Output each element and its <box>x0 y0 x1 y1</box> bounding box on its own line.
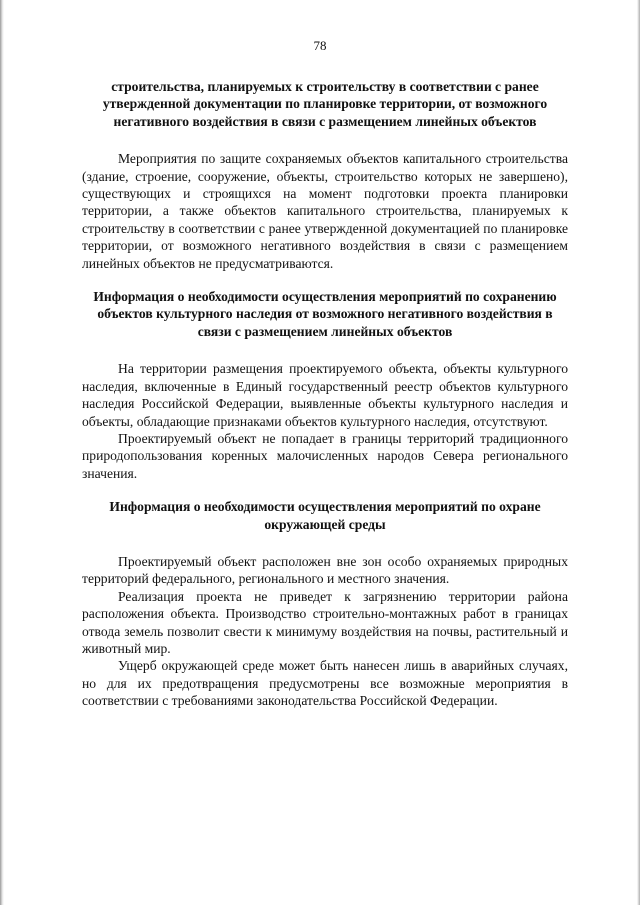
scan-edge-left <box>0 0 4 905</box>
document-body <box>82 78 568 710</box>
section3-heading: Информация о необходимости осуществления мероприятий по охране окружающей среды <box>109 499 541 532</box>
section2-paragraph-2: Проектируемый объект не попадает в границы территорий традиционного природопользования коренных малочисленных народов Севера регионального значения. <box>82 430 568 481</box>
section1-heading: строительства, планируемых к строительству в соответствии с ранее утвержденной документации по планировке территории, от возможного негативного воздействия в связи с размещением линейных объектов <box>102 79 548 129</box>
section3-paragraph-3: Ущерб окружающей среде может быть нанесен лишь в аварийных случаях, но для их предотвращения предусмотрены все возможные мероприятия в соответствии с требованиями законодательства Российской Федерации. <box>82 658 568 709</box>
section3-paragraph-1: Проектируемый объект расположен вне зон особо охраняемых природных территорий федерального, регионального и местного значения. <box>82 553 568 587</box>
section2-heading: Информация о необходимости осуществления мероприятий по сохранению объектов культурного наследия от возможного негативного воздействия в связи с размещением линейных объектов <box>93 289 557 339</box>
section2-paragraph-1: На территории размещения проектируемого объекта, объекты культурного наследия, включенные в Единый государственный реестр объектов культурного наследия Российской Федерации, выявленные объекты культурного наследия и объекты, обладающие признаками объектов культурного наследия, отсутствуют. <box>82 361 568 429</box>
section3-paragraph-2: Реализация проекта не приведет к загрязнению территории района расположения объекта. Производство строительно-монтажных работ в границах отвода земель позволит свести к минимуму воздействия на почвы, растительный и животный мир. <box>82 588 568 656</box>
page-number: 78 <box>313 38 327 53</box>
section1-paragraph-1: Мероприятия по защите сохраняемых объектов капитального строительства (здание, строение, сооружение, объекты, строительство которых не завершено), существующих и строящихся на момент подготовки проекта планировки территории, а также объектов капитального строительства, планируемых к строительству в соответствии с ранее утвержденной документацией по планировке территории, от возможного негативного воздействия в связи с размещением линейных объектов не предусматриваются. <box>82 151 568 271</box>
